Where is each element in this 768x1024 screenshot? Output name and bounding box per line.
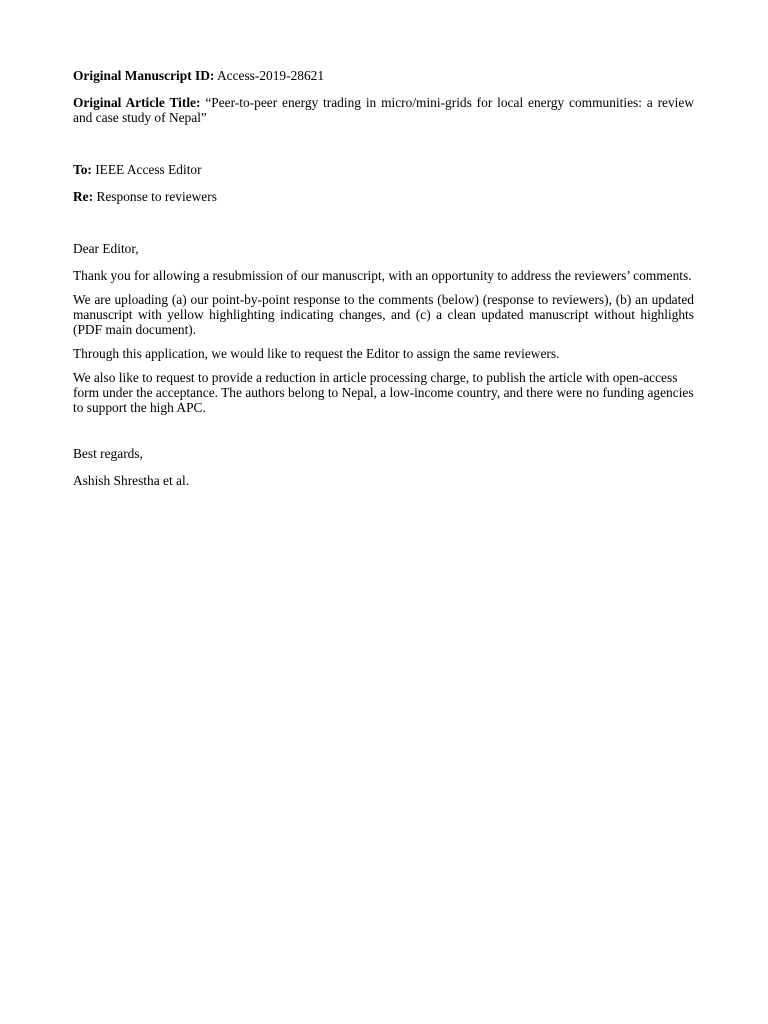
re-line bbox=[73, 189, 694, 204]
signature: Ashish Shrestha et al. bbox=[73, 473, 190, 488]
letter-page bbox=[73, 68, 694, 488]
re-label: Re: bbox=[73, 189, 94, 204]
re-value: Response to reviewers bbox=[96, 189, 217, 204]
manuscript-id-value: Access-2019-28621 bbox=[216, 68, 325, 83]
manuscript-id-label: Original Manuscript ID: bbox=[73, 68, 215, 83]
article-title-value: “Peer-to-peer energy trading in micro/mini-grids for local energy communities: a review and case study of Nepal” bbox=[73, 95, 695, 125]
article-title-label: Original Article Title: bbox=[73, 95, 201, 110]
article-title-line bbox=[73, 95, 694, 125]
to-value: IEEE Access Editor bbox=[95, 162, 202, 177]
to-line bbox=[73, 162, 694, 177]
paragraph-apc-request: We also like to request to provide a reduction in article processing charge, to publish the article with open-access form under the acceptance. The authors belong to Nepal, a low-income country, and there were no funding agencies to support the high APC. bbox=[73, 370, 694, 415]
paragraph-resubmission: Thank you for allowing a resubmission of our manuscript, with an opportunity to address the reviewers’ comments. bbox=[73, 268, 692, 283]
manuscript-id-line bbox=[73, 68, 694, 83]
to-label: To: bbox=[73, 162, 92, 177]
paragraph-uploads: We are uploading (a) our point-by-point response to the comments (below) (response to reviewers), (b) an updated manuscript with yellow highlighting indicating changes, and (c) a clean updated manuscript without highlights (PDF main document). bbox=[73, 292, 694, 337]
salutation: Dear Editor, bbox=[73, 241, 139, 256]
valediction: Best regards, bbox=[73, 446, 143, 461]
paragraph-reviewers-request: Through this application, we would like to request the Editor to assign the same reviewers. bbox=[73, 346, 560, 361]
